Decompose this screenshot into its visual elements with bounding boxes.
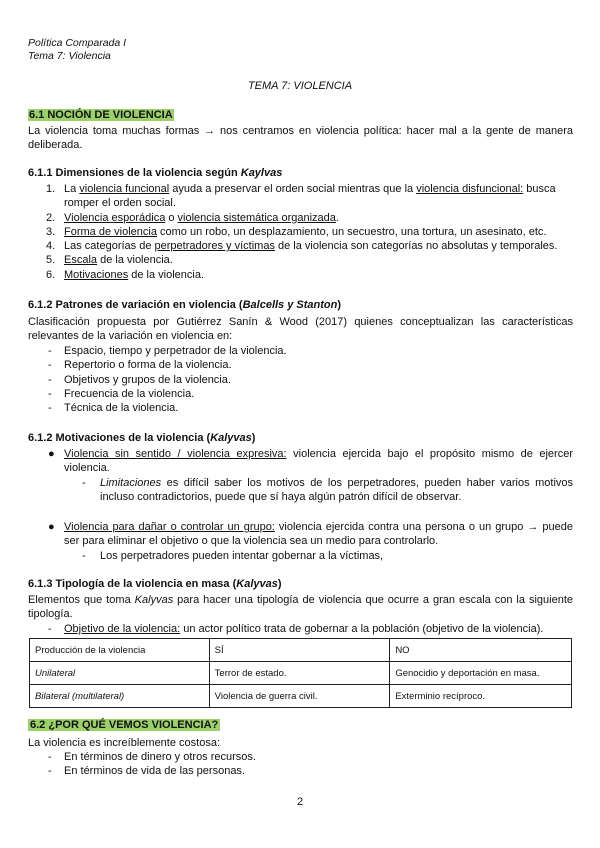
section-6-1-2-motivations-heading: 6.1.2 Motivaciones de la violencia (Kalyvas)	[28, 432, 256, 444]
running-header	[28, 37, 126, 63]
patterns-intro: Clasificación propuesta por Gutiérrez Sanín & Wood (2017) quienes conceptualizan las características relevantes de la variación en violencia en:	[28, 316, 573, 342]
section-6-1-1-heading: 6.1.1 Dimensiones de la violencia según Kaylvas	[28, 167, 283, 179]
typology-objective: - Objetivo de la violencia: un actor político trata de gobernar a la población (objetivo de la violencia).	[48, 623, 544, 635]
list-item: - En términos de dinero y otros recursos.	[48, 751, 256, 763]
section-6-2-intro: La violencia es increíblemente costosa:	[28, 737, 220, 749]
table-row	[30, 639, 572, 662]
list-item: 5. Escala de la violencia.	[46, 254, 173, 267]
bullet-icon: ●	[48, 521, 55, 533]
table-cell: Bilateral (multilateral)	[30, 685, 210, 708]
table-cell: Terror de estado.	[209, 662, 390, 685]
motivation-bullet-1: ● Violencia sin sentido / violencia expresiva: violencia ejercida bajo el propósito mismo de ejercer violencia.	[48, 448, 573, 475]
section-6-1-2-patterns-heading: 6.1.2 Patrones de variación en violencia (Balcells y Stanton)	[28, 299, 342, 311]
list-item: - En términos de vida de las personas.	[48, 765, 245, 778]
motivation-bullet-2: ● Violencia para dañar o controlar un grupo: violencia ejercida contra una persona o un grupo → puede ser para eliminar el objetivo o que la violencia sea un medio para controlarlo.	[48, 521, 573, 548]
table-cell: Genocidio y deportación en masa.	[390, 662, 572, 685]
typology-intro: Elementos que toma Kalyvas para hacer una tipología de violencia que ocurre a gran escala con la siguiente tipología.	[28, 594, 573, 620]
list-item: 4. Las categorías de perpetradores y víctimas de la violencia son categorías no absolutas y temporales.	[46, 240, 558, 253]
table-cell: SÍ	[209, 639, 390, 662]
list-item: 1. La violencia funcional ayuda a preservar el orden social mientras que la violencia disfuncional: busca romper el orden social.	[46, 183, 556, 210]
costs-list	[46, 750, 573, 779]
section-6-2-heading	[28, 719, 220, 731]
typology-table	[29, 638, 572, 708]
table-cell: Unilateral	[30, 662, 210, 685]
list-item: - Espacio, tiempo y perpetrador de la violencia.	[48, 345, 287, 357]
page-number: 2	[296, 796, 304, 808]
section-6-2-highlight: 6.2 ¿POR QUÉ VEMOS VIOLENCIA?	[30, 719, 219, 731]
patterns-list	[46, 344, 573, 415]
bullet-icon: ●	[48, 448, 55, 460]
list-item: 2. Violencia esporádica o violencia sistemática organizada.	[46, 211, 339, 224]
list-item: - Frecuencia de la violencia.	[48, 387, 195, 400]
table-cell: NO	[390, 639, 572, 662]
table-cell: Violencia de guerra civil.	[209, 685, 390, 708]
section-6-1-highlight: 6.1 NOCIÓN DE VIOLENCIA	[29, 109, 173, 121]
page-title: TEMA 7: VIOLENCIA	[247, 80, 353, 92]
section-6-1-intro: La violencia toma muchas formas → nos centramos en violencia política: hacer mal a la gente de manera deliberada.	[28, 125, 573, 151]
list-item: - Objetivos y grupos de la violencia.	[48, 373, 231, 386]
topic-name: Tema 7: Violencia	[28, 50, 111, 62]
dimensions-list	[46, 182, 573, 282]
list-item: 3. Forma de violencia como un robo, un desplazamiento, un secuestro, una tortura, un asesinato, etc.	[46, 225, 547, 238]
table-row	[30, 662, 572, 685]
list-item: - Repertorio o forma de la violencia.	[48, 359, 232, 372]
motivation-sub-1: - Limitaciones es difícil saber los motivos de los perpetradores, pueden haber varios motivos incluso contradictorios, puede que sí haya algún patrón difícil de observar.	[82, 477, 573, 504]
list-item: - Técnica de la violencia.	[48, 402, 179, 415]
table-cell: Producción de la violencia	[30, 639, 210, 662]
course-name: Política Comparada I	[28, 37, 127, 49]
section-6-1-3-heading: 6.1.3 Tipología de la violencia en masa (Kalyvas)	[28, 578, 282, 590]
table-cell: Exterminio recíproco.	[390, 685, 572, 708]
table-row	[30, 685, 572, 708]
list-item: 6. Motivaciones de la violencia.	[46, 268, 205, 281]
motivation-sub-2: - Los perpetradores pueden intentar gobernar a la víctimas,	[82, 550, 384, 562]
section-6-1-heading	[28, 109, 174, 121]
